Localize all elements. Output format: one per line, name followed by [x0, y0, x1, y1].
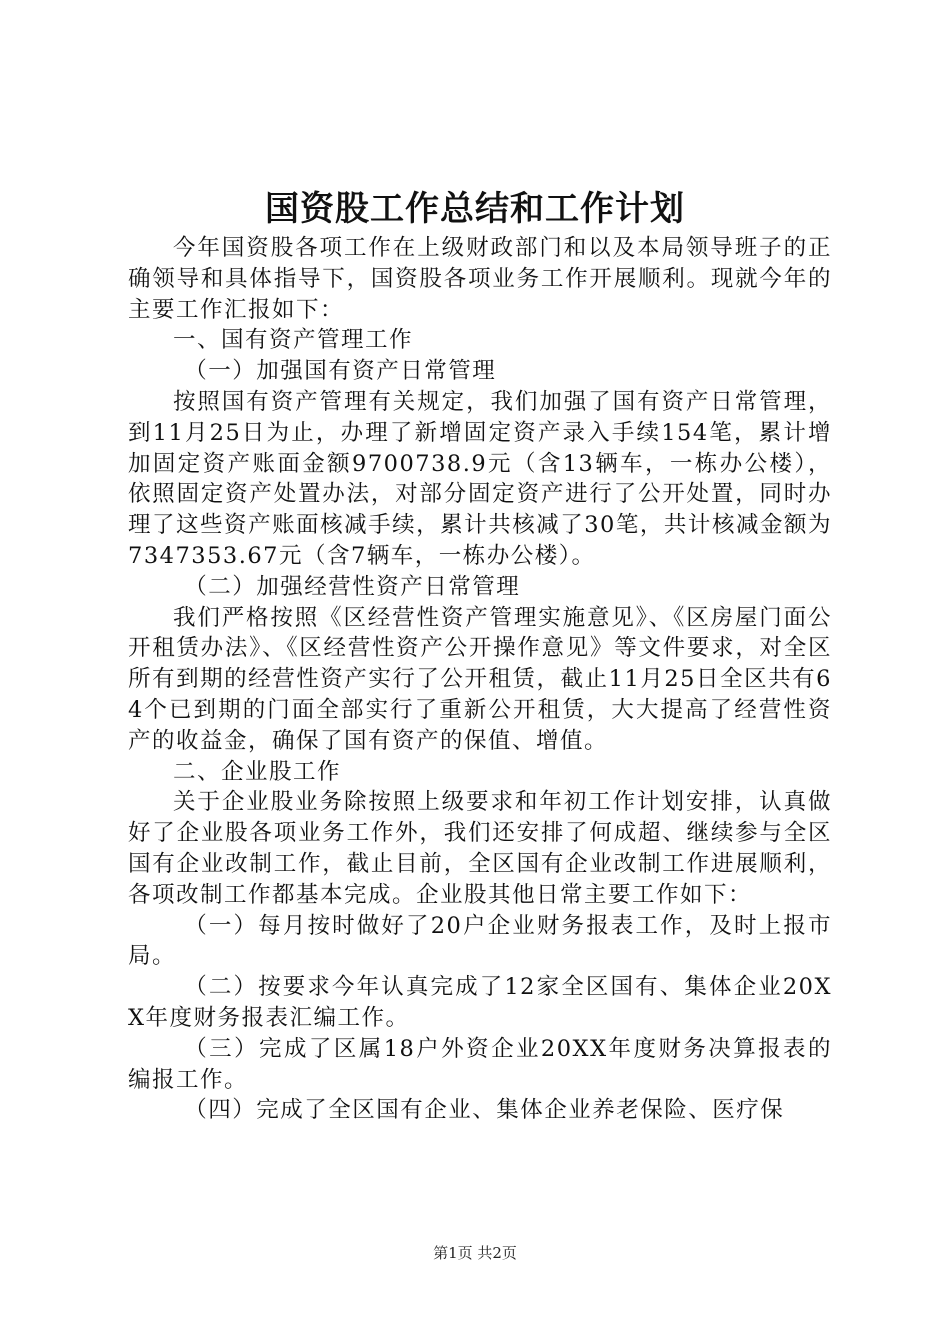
page-footer: 第1页 共2页	[433, 1244, 517, 1262]
paragraph-operating-assets: 我们严格按照《区经营性资产管理实施意见》、《区房屋门面公开租赁办法》、《区经营性资产公开操作意见》等文件要求，对全区所有到期的经营性资产实行了公开租赁，截止11月25日全区共有64个已到期的门面全部实行了重新公开租赁，大大提高了经营性资产的收益金，确保了国有资产的保值、增值。	[128, 604, 832, 754]
list-item-4: （四）完成了全区国有企业、集体企业养老保险、医疗保	[184, 1097, 785, 1124]
intro-paragraph: 今年国资股各项工作在上级财政部门和以及本局领导班子的正确领导和具体指导下，国资股各项业务工作开展顺利。现就今年的主要工作汇报如下：	[128, 235, 832, 323]
subsection-heading-1-2: （二）加强经营性资产日常管理	[184, 573, 521, 600]
subsection-heading-1-1: （一）加强国有资产日常管理	[184, 358, 497, 385]
list-item-2: （二）按要求今年认真完成了12家全区国有、集体企业20XX年度财务报表汇编工作。	[128, 974, 832, 1031]
list-item-1: （一）每月按时做好了20户企业财务报表工作，及时上报市局。	[128, 912, 832, 970]
section-heading-1: 一、国有资产管理工作	[173, 327, 414, 354]
section-heading-2: 二、企业股工作	[173, 758, 342, 785]
paragraph-fixed-assets: 按照国有资产管理有关规定，我们加强了国有资产日常管理，到11月25日为止，办理了新增固定资产录入手续154笔，累计增加固定资产账面金额9700738.9元（含13辆车，一栋办公楼），依照固定资产处置办法，对部分固定资产进行了公开处置，同时办理了这些资产账面核减手续，累计共核减了30笔，共计核减金额为7347353.67元（含7辆车，一栋办公楼）。	[128, 388, 832, 569]
list-item-3: （三）完成了区属18户外资企业20XX年度财务决算报表的编报工作。	[128, 1035, 832, 1093]
document-title: 国资股工作总结和工作计划	[265, 189, 685, 229]
document-body	[128, 233, 832, 1126]
paragraph-enterprise-work: 关于企业股业务除按照上级要求和年初工作计划安排，认真做好了企业股各项业务工作外，我们还安排了何成超、继续参与全区国有企业改制工作，截止目前，全区国有企业改制工作进展顺利，各项改制工作都基本完成。企业股其他日常主要工作如下：	[128, 789, 832, 908]
